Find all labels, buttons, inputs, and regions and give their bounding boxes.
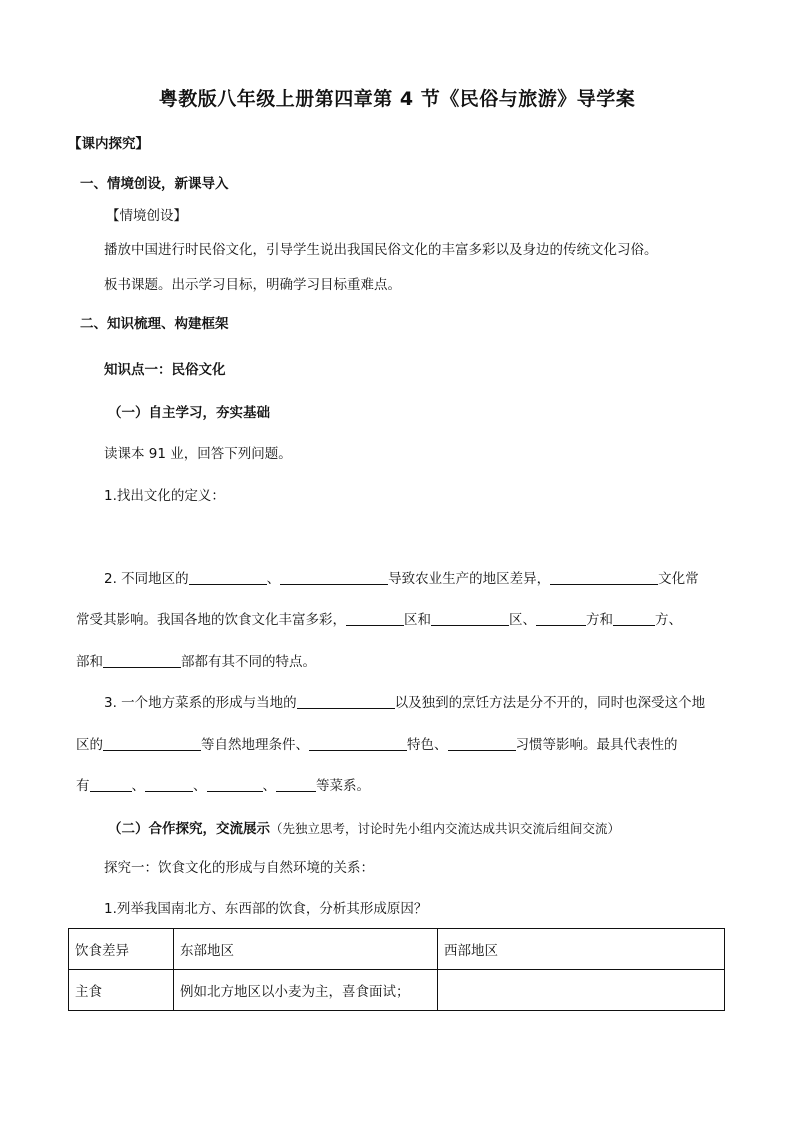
explore-1-question: 1.列举我国南北方、东西部的饮食，分析其形成原因？ bbox=[104, 901, 428, 917]
answer-blank[interactable] bbox=[297, 694, 395, 709]
question-1: 1.找出文化的定义： bbox=[104, 488, 225, 504]
table-row bbox=[69, 970, 725, 1011]
diet-difference-table bbox=[68, 928, 725, 1011]
part2-heading: 二、知识梳理、构建框架 bbox=[80, 316, 229, 332]
answer-blank[interactable] bbox=[346, 611, 404, 626]
table-header-cell: 饮食差异 bbox=[69, 929, 174, 970]
answer-blank[interactable] bbox=[207, 777, 263, 792]
question-3-line-2: 区的 等自然地理条件、 特色、 习惯等影响。最具代表性的 bbox=[76, 737, 678, 753]
answer-blank[interactable] bbox=[431, 611, 509, 626]
table-header-row bbox=[69, 929, 725, 970]
answer-blank[interactable] bbox=[550, 570, 658, 585]
answer-blank[interactable] bbox=[103, 653, 181, 668]
answer-blank[interactable] bbox=[448, 736, 516, 751]
answer-blank[interactable] bbox=[103, 736, 201, 751]
answer-blank[interactable] bbox=[536, 611, 586, 626]
table-cell-empty[interactable] bbox=[438, 970, 725, 1011]
question-3-line-3: 有 、 、 、 等菜系。 bbox=[76, 778, 370, 794]
question-2-line-2: 常受其影响。我国各地的饮食文化丰富多彩， 区和 区、 方和 方、 bbox=[76, 612, 682, 628]
subsection-self-study: （一）自主学习，夯实基础 bbox=[108, 405, 270, 421]
answer-blank[interactable] bbox=[276, 777, 316, 792]
explore-1: 探究一：饮食文化的形成与自然环境的关系： bbox=[104, 860, 374, 876]
question-2-line-3: 部和 部都有其不同的特点。 bbox=[76, 654, 316, 670]
subsection-cooperative: （二）合作探究，交流展示（先独立思考，讨论时先小组内交流达成共识交流后组间交流） bbox=[108, 821, 621, 837]
part1-sub-label: 【情境创设】 bbox=[106, 208, 187, 224]
answer-blank[interactable] bbox=[613, 611, 655, 626]
part1-heading: 一、情境创设，新课导入 bbox=[80, 176, 229, 192]
answer-blank[interactable] bbox=[309, 736, 407, 751]
answer-blank[interactable] bbox=[280, 570, 388, 585]
part1-paragraph-1: 播放中国进行时民俗文化，引导学生说出我国民俗文化的丰富多彩以及身边的传统文化习俗。 bbox=[104, 242, 658, 258]
reading-instruction: 读课本 91 业，回答下列问题。 bbox=[104, 446, 292, 462]
table-cell: 主食 bbox=[69, 970, 174, 1011]
answer-blank[interactable] bbox=[90, 777, 132, 792]
page-title: 粤教版八年级上册第四章第 4 节《民俗与旅游》导学案 bbox=[158, 88, 636, 110]
answer-blank[interactable] bbox=[189, 570, 267, 585]
question-2-line-1: 2. 不同地区的 、 导致农业生产的地区差异， 文化常 bbox=[104, 571, 699, 587]
section-label: 【课内探究】 bbox=[68, 136, 149, 152]
answer-blank[interactable] bbox=[145, 777, 193, 792]
question-3-line-1: 3. 一个地方菜系的形成与当地的 以及独到的烹饪方法是分不开的，同时也深受这个地 bbox=[104, 695, 706, 711]
table-cell: 例如北方地区以小麦为主，喜食面试； bbox=[174, 970, 438, 1011]
table-header-cell: 西部地区 bbox=[438, 929, 725, 970]
knowledge-point-1: 知识点一：民俗文化 bbox=[104, 362, 226, 378]
table-header-cell: 东部地区 bbox=[174, 929, 438, 970]
part1-paragraph-2: 板书课题。出示学习目标，明确学习目标重难点。 bbox=[104, 277, 401, 293]
